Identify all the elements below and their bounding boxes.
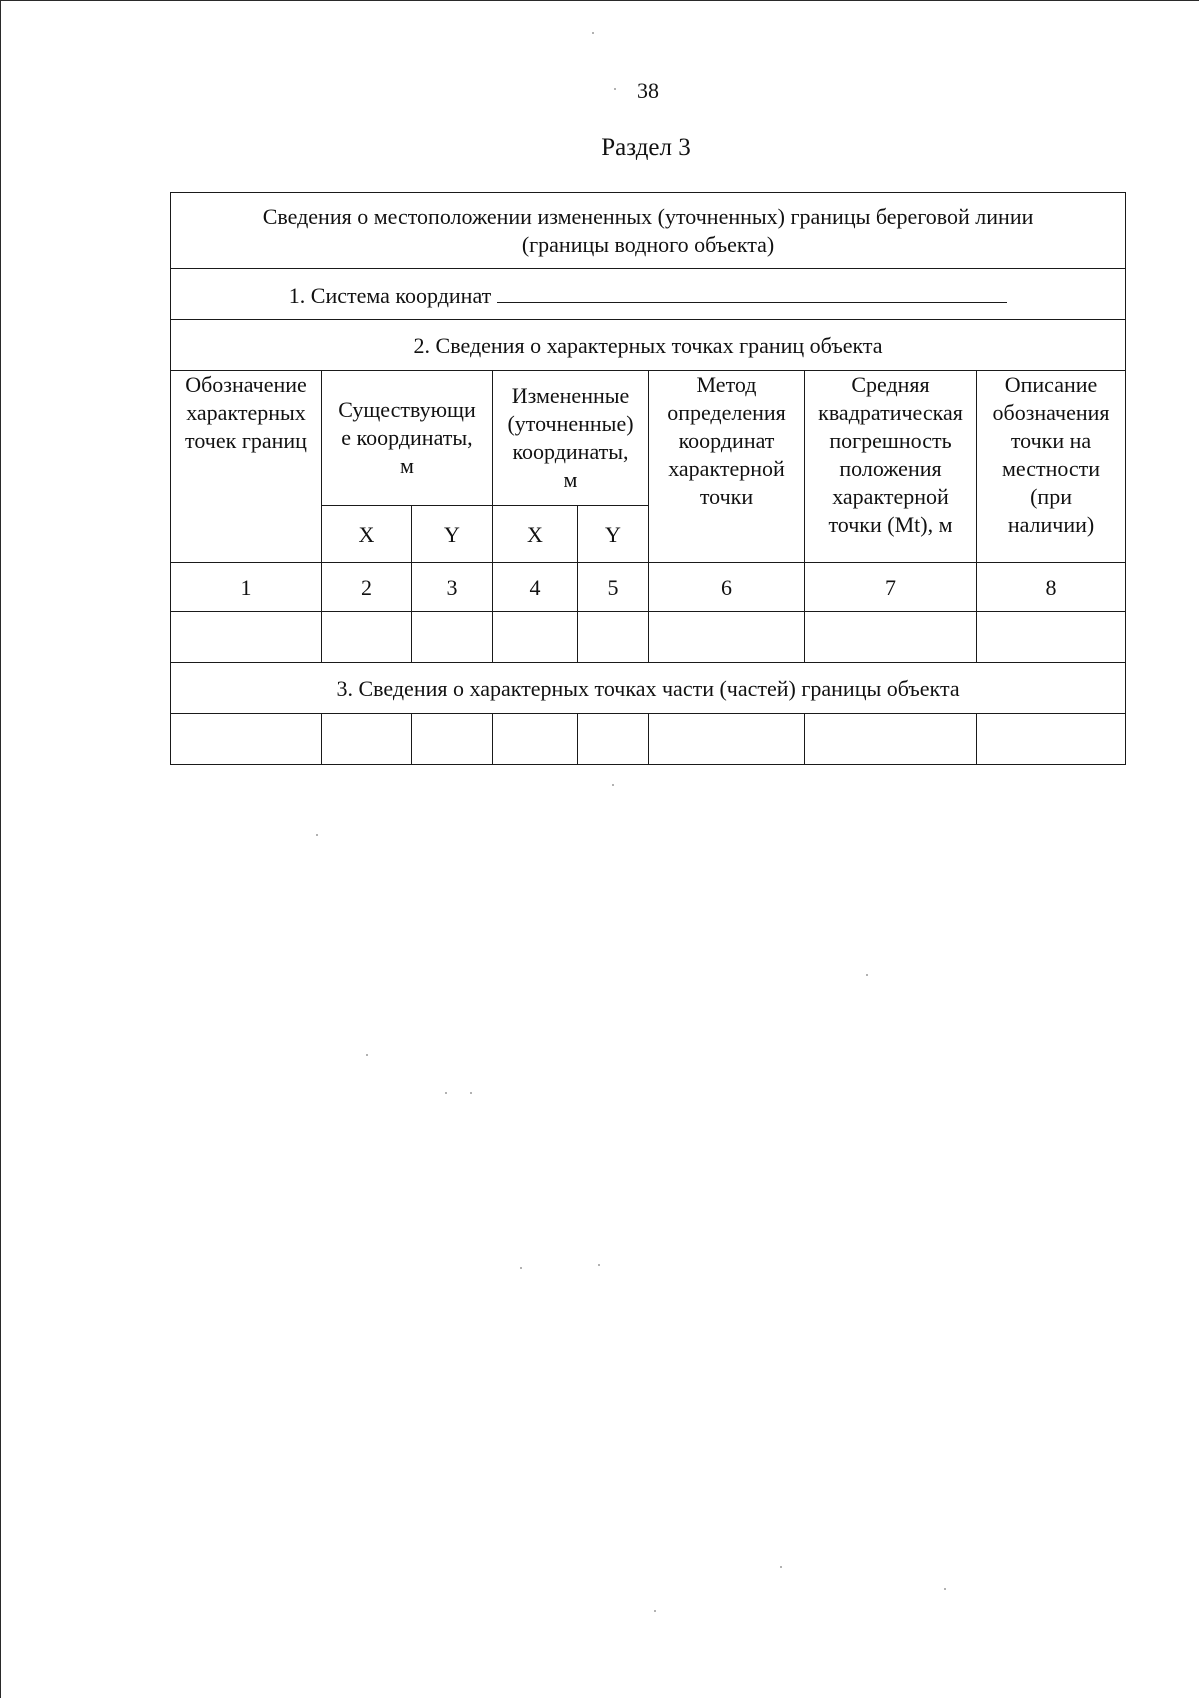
empty-cell[interactable] bbox=[649, 714, 805, 765]
empty-cell[interactable] bbox=[171, 612, 322, 663]
column-number: 3 bbox=[412, 563, 493, 612]
scan-speck bbox=[445, 1092, 447, 1094]
header-text: Описание bbox=[1004, 372, 1098, 397]
scan-speck bbox=[520, 1267, 522, 1269]
column-header-row bbox=[171, 371, 1126, 506]
column-number: 8 bbox=[977, 563, 1126, 612]
header-text: Измененные bbox=[511, 383, 630, 408]
header-text: местности bbox=[1001, 456, 1101, 481]
header-text: погрешность bbox=[829, 428, 952, 453]
boundary-points-form-table bbox=[170, 192, 1126, 765]
scan-speck bbox=[866, 974, 868, 976]
page-number: 38 bbox=[637, 78, 659, 103]
header-text: обозначения bbox=[992, 400, 1110, 425]
header-point-designation bbox=[171, 371, 322, 563]
header-text: точки на bbox=[1010, 428, 1092, 453]
empty-cell[interactable] bbox=[977, 714, 1126, 765]
column-number: 4 bbox=[493, 563, 578, 612]
column-number: 6 bbox=[649, 563, 805, 612]
column-number: 5 bbox=[578, 563, 649, 612]
part-points-heading-row bbox=[171, 663, 1126, 714]
subheader-changed-x: X bbox=[493, 506, 578, 563]
points-data-row-empty bbox=[171, 612, 1126, 663]
scan-speck bbox=[592, 32, 594, 34]
header-mean-square-error bbox=[805, 371, 977, 563]
characteristic-points-label: 2. Сведения о характерных точках границ объекта bbox=[413, 332, 883, 358]
header-text: квадратическая bbox=[818, 400, 963, 425]
coordinate-system-blank-line[interactable] bbox=[497, 280, 1007, 303]
empty-cell[interactable] bbox=[805, 714, 977, 765]
empty-cell[interactable] bbox=[322, 714, 412, 765]
empty-cell[interactable] bbox=[578, 714, 649, 765]
empty-cell[interactable] bbox=[493, 612, 578, 663]
part-points-data-row-empty bbox=[171, 714, 1126, 765]
empty-cell[interactable] bbox=[977, 612, 1126, 663]
scan-speck bbox=[470, 1092, 472, 1094]
scan-speck bbox=[654, 1610, 656, 1612]
header-text: точки (Mt), м bbox=[828, 512, 953, 537]
subheader-existing-x: X bbox=[322, 506, 412, 563]
scan-speck bbox=[612, 784, 614, 786]
scan-speck bbox=[316, 834, 318, 836]
header-text: характерной bbox=[832, 484, 949, 509]
header-text: координаты, bbox=[512, 439, 629, 464]
empty-cell[interactable] bbox=[412, 612, 493, 663]
header-text: характерных bbox=[186, 400, 306, 425]
header-text: Метод bbox=[696, 372, 757, 397]
subheader-existing-y: Y bbox=[412, 506, 493, 563]
header-text: положения bbox=[839, 456, 942, 481]
table-title-line1: Сведения о местоположении измененных (уточненных) границы береговой линии bbox=[262, 203, 1034, 229]
empty-cell[interactable] bbox=[805, 612, 977, 663]
empty-cell[interactable] bbox=[578, 612, 649, 663]
empty-cell[interactable] bbox=[412, 714, 493, 765]
header-text: Средняя bbox=[851, 372, 930, 397]
scan-speck bbox=[598, 1264, 600, 1266]
header-text: м bbox=[400, 453, 414, 478]
header-text: м bbox=[563, 467, 578, 492]
scan-speck bbox=[614, 88, 616, 90]
characteristic-points-heading-row bbox=[171, 320, 1126, 371]
characteristic-points-heading-cell bbox=[171, 320, 1126, 371]
header-text: Обозначение bbox=[185, 372, 307, 397]
part-points-label: 3. Сведения о характерных точках части (частей) границы объекта bbox=[336, 675, 960, 701]
header-text: (уточненные) bbox=[507, 411, 634, 436]
header-determination-method bbox=[649, 371, 805, 563]
header-text: определения bbox=[667, 400, 786, 425]
empty-cell[interactable] bbox=[493, 714, 578, 765]
column-number: 7 bbox=[805, 563, 977, 612]
scan-speck bbox=[780, 1566, 782, 1568]
header-text: Существующи bbox=[338, 397, 476, 422]
header-text: наличии) bbox=[1007, 512, 1095, 537]
subheader-changed-y: Y bbox=[578, 506, 649, 563]
header-text: е координаты, bbox=[341, 425, 473, 450]
header-text: характерной bbox=[668, 456, 785, 481]
header-text: точки bbox=[699, 484, 754, 509]
header-changed-coordinates bbox=[493, 371, 649, 506]
column-numbers-row bbox=[171, 563, 1126, 612]
header-text: (при bbox=[1030, 484, 1072, 509]
scan-speck bbox=[944, 1588, 946, 1590]
scan-speck bbox=[366, 1054, 368, 1056]
coordinate-system-row bbox=[171, 269, 1126, 320]
table-title-row bbox=[171, 193, 1126, 269]
part-points-heading-cell bbox=[171, 663, 1126, 714]
empty-cell[interactable] bbox=[649, 612, 805, 663]
empty-cell[interactable] bbox=[171, 714, 322, 765]
column-number: 2 bbox=[322, 563, 412, 612]
header-text: координат bbox=[678, 428, 775, 453]
section-title: Раздел 3 bbox=[601, 134, 691, 161]
header-text: точек границ bbox=[185, 428, 307, 453]
table-title-cell bbox=[171, 193, 1126, 269]
coordinate-system-cell[interactable] bbox=[171, 269, 1126, 320]
table-title-line2: (границы водного объекта) bbox=[521, 231, 775, 257]
header-point-description bbox=[977, 371, 1126, 563]
header-existing-coordinates bbox=[322, 371, 493, 506]
empty-cell[interactable] bbox=[322, 612, 412, 663]
column-number: 1 bbox=[171, 563, 322, 612]
coordinate-system-label: 1. Система координат bbox=[288, 282, 492, 308]
